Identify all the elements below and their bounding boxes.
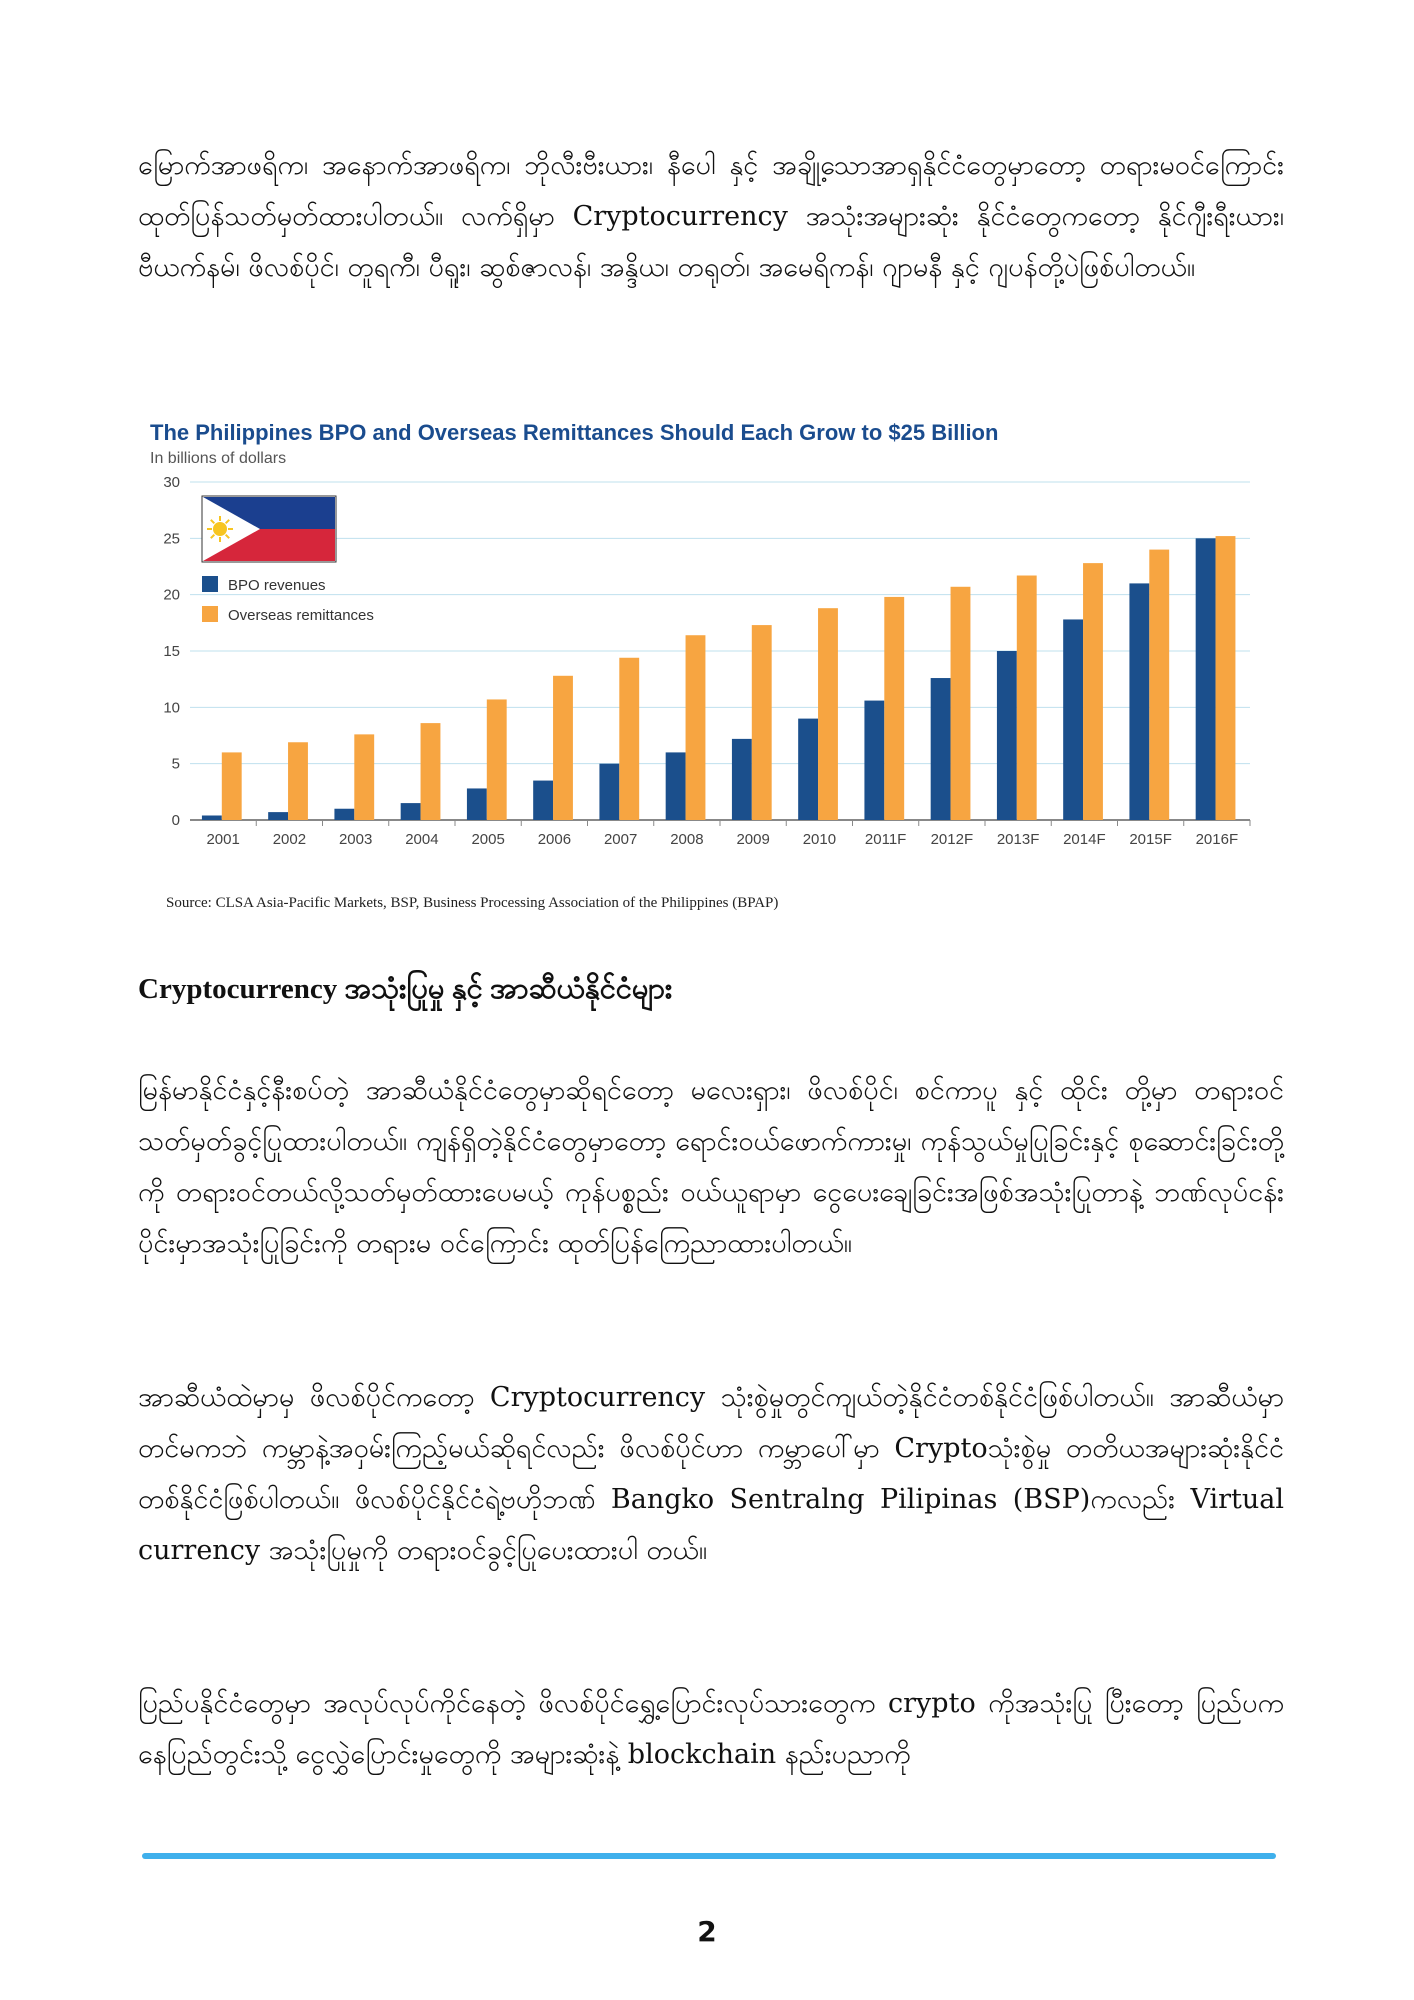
x-tick-label: 2013F	[996, 831, 1040, 848]
y-tick-label: 5	[171, 755, 180, 773]
bar	[931, 678, 951, 820]
y-tick-label: 15	[163, 643, 180, 660]
bar	[666, 752, 686, 820]
paragraph-asean: မြန်မာနိုင်ငံနှင့်နီးစပ်တဲ့ အာဆီယံနိုင်ငံတွေမှာဆိုရင်တော့ မလေးရှား၊ ဖိလစ်ပိုင်၊ စင်ကာပူ နှင့် ထိုင်း တို့မှာ တရားဝင်သတ်မှတ်ခွင့်ပြုထားပါတယ်။ ကျန်ရှိတဲ့နိုင်ငံတွေမှာတော့ ရောင်းဝယ်ဖောက်ကားမှု၊ ကုန်သွယ်မှုပြုခြင်းနှင့် စုဆောင်းခြင်းတို့ကို တရားဝင်တယ်လို့သတ်မှတ်ထားပေမယ့် ကုန်ပစ္စည်း ဝယ်ယူရာမှာ ငွေပေးချေခြင်းအဖြစ်အသုံးပြုတာနဲ့ ဘဏ်လုပ်ငန်းပိုင်းမှာအသုံးပြုခြင်းကို တရားမ ဝင်ကြောင်း ထုတ်ပြန်ကြေညာထားပါတယ်။	[138, 1075, 1284, 1259]
bar	[884, 597, 904, 820]
bar	[997, 651, 1017, 820]
y-tick-label: 10	[163, 699, 180, 717]
bar	[421, 723, 441, 820]
x-tick-label: 2016F	[1195, 831, 1239, 848]
legend-swatch	[202, 606, 218, 622]
footer-divider	[142, 1853, 1276, 1859]
bar	[467, 788, 487, 820]
x-tick-label: 2006	[537, 831, 572, 848]
bar	[864, 701, 884, 820]
bar	[1216, 536, 1236, 820]
bar	[1017, 576, 1037, 820]
x-tick-label: 2010	[802, 831, 837, 848]
x-tick-label: 2015F	[1129, 831, 1172, 848]
bar	[619, 658, 639, 820]
flag-sun-icon	[213, 522, 227, 536]
bar	[354, 734, 374, 820]
y-tick-label: 25	[163, 530, 180, 548]
bar	[1196, 538, 1216, 820]
x-tick-label: 2001	[206, 831, 240, 848]
chart-source: Source: CLSA Asia-Pacific Markets, BSP, Business Processing Association of the Philippines (BPAP)	[166, 895, 779, 911]
x-tick-label: 2008	[670, 831, 704, 848]
bar	[268, 812, 288, 820]
bar	[487, 699, 507, 820]
x-tick-label: 2012F	[930, 831, 974, 848]
bar	[818, 608, 838, 820]
bar	[732, 739, 752, 820]
chart-subtitle: In billions of dollars	[150, 450, 287, 467]
legend-swatch	[202, 576, 218, 592]
paragraph-remittance: ပြည်ပနိုင်ငံတွေမှာ အလုပ်လုပ်ကိုင်နေတဲ့ ဖိလစ်ပိုင်ရွှေ့ပြောင်းလုပ်သားတွေက crypto ကိုအသုံးပြု ပြီးတော့ ပြည်ပကနေပြည်တွင်းသို့ ငွေလွှဲပြောင်းမှုတွေကို အများဆုံးနဲ့ blockchain နည်းပညာကို	[138, 1688, 1284, 1770]
remittance-chart	[150, 420, 1270, 911]
bar	[1149, 550, 1169, 820]
bar	[334, 809, 354, 820]
chart-title: The Philippines BPO and Overseas Remittances Should Each Grow to $25 Billion	[150, 420, 999, 445]
bar	[202, 815, 222, 820]
section-heading: Cryptocurrency အသုံးပြုမှု နှင့် အာဆီယံနိုင်ငံများ	[138, 973, 673, 1005]
legend-label: Overseas remittances	[228, 607, 374, 624]
y-tick-label: 20	[163, 586, 180, 604]
bar	[222, 752, 242, 820]
page-number: 2	[697, 1915, 717, 1948]
x-tick-label: 2011F	[864, 831, 907, 848]
bar	[1083, 563, 1103, 820]
legend-label: BPO revenues	[228, 577, 326, 594]
bar	[798, 719, 818, 820]
bar	[401, 803, 421, 820]
bar	[951, 587, 971, 820]
y-tick-label: 30	[163, 474, 180, 491]
x-tick-label: 2004	[405, 831, 439, 848]
x-tick-label: 2003	[338, 831, 373, 848]
x-tick-label: 2014F	[1063, 831, 1106, 848]
x-tick-label: 2007	[603, 831, 638, 848]
x-tick-label: 2002	[272, 831, 307, 848]
bar	[686, 635, 706, 820]
bar	[599, 764, 619, 820]
x-tick-label: 2009	[736, 831, 770, 848]
y-tick-label: 0	[171, 812, 180, 829]
bar	[553, 676, 573, 820]
bar	[752, 625, 772, 820]
paragraph-intro: မြောက်အာဖရိက၊ အနောက်အာဖရိက၊ ဘိုလီးဗီးယား၊ နီပေါ နှင့် အချို့သောအာရှနိုင်ငံတွေမှာတော့ တရားမဝင်ကြောင်း ထုတ်ပြန်သတ်မှတ်ထားပါတယ်။ လက်ရှိမှာ Cryptocurrency အသုံးအများဆုံး နိုင်ငံတွေကတော့ နိုင်ဂျီးရီးယား၊ဗီယက်နမ်၊ ဖိလစ်ပိုင်၊ တူရကီ၊ ပီရူး၊ ဆွစ်ဇာလန်၊ အန္ဒိယ၊ တရုတ်၊ အမေရိကန်၊ ဂျာမနီ နှင့် ဂျပန်တို့ပဲဖြစ်ပါတယ်။	[138, 150, 1284, 283]
bar	[288, 742, 308, 820]
bar	[1129, 583, 1149, 820]
bar	[533, 781, 553, 820]
chart-plot	[150, 470, 1270, 870]
bar	[1063, 619, 1083, 820]
x-tick-label: 2005	[471, 831, 505, 848]
paragraph-philippines: အာဆီယံထဲမှာမှ ဖိလစ်ပိုင်ကတော့ Cryptocurrency သုံးစွဲမှုတွင်ကျယ်တဲ့နိုင်ငံတစ်နိုင်ငံဖြစ်ပါတယ်။ အာဆီယံမှာတင်မကဘဲ ကမ္ဘာနဲ့အဝှမ်းကြည့်မယ်ဆိုရင်လည်း ဖိလစ်ပိုင်ဟာ ကမ္ဘာပေါ်မှာ Cryptoသုံးစွဲမှု တတိယအများဆုံးနိုင်ငံတစ်နိုင်ငံဖြစ်ပါတယ်။ ဖိလစ်ပိုင်နိုင်ငံရဲ့ဗဟိုဘဏ် Bangko Sentralng Pilipinas (BSP)ကလည်း Virtual currency အသုံးပြုမှုကို တရားဝင်ခွင့်ပြုပေးထားပါ တယ်။	[138, 1382, 1284, 1566]
